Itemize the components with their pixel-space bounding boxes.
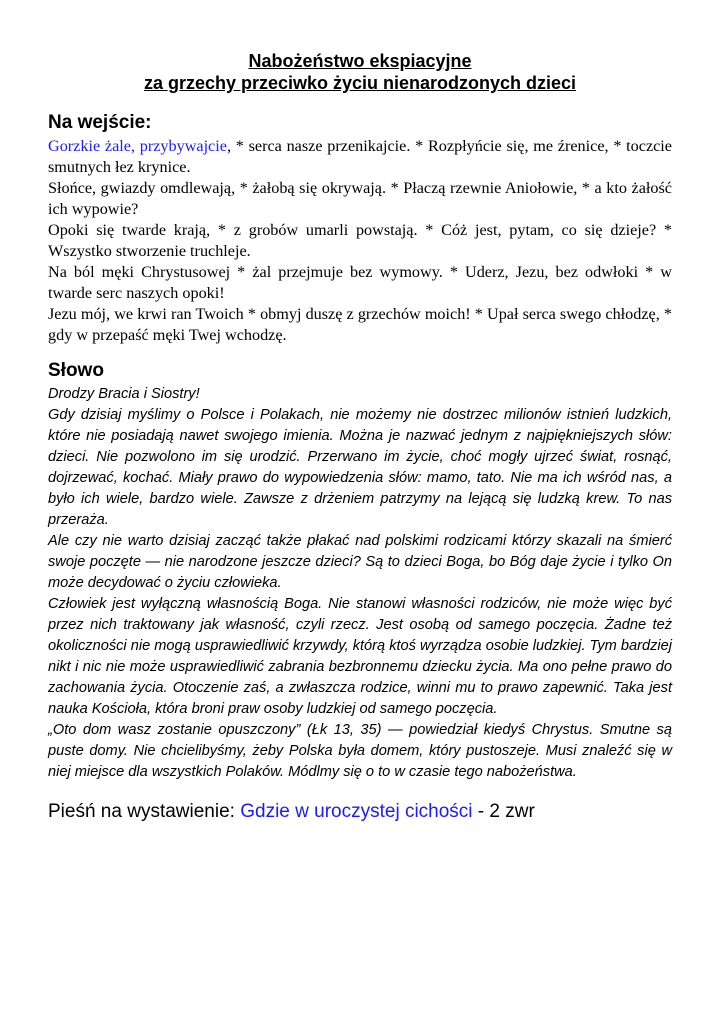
- hymn-verse-3: Opoki się twarde krają, * z grobów umarli powstają. * Cóż jest, pytam, co się dzieje? * Wszystko stworzenie truchleje.: [48, 221, 672, 260]
- sermon-paragraph-3: Człowiek jest wyłączną własnością Boga. Nie stanowi własności rodziców, nie może więc być przez nich traktowany jak własność, czyli rzecz. Jest osobą od samego poczęcia. Żadne też okoliczności nie mogą usprawiedliwić krzywdy, którą ktoś wyrządza osobie ludzkiej. Tym bardziej nikt i nic nie może usprawiedliwić zabrania bezbronnemu dziecku życia. Ma ono pełne prawo do zachowania życia. Otoczenie zaś, a zwłaszcza rodzice, winni mu to prawo zapewnić. Taka jest nauka Kościoła, która broni praw osoby ludzkiej od samego poczęcia.: [48, 596, 672, 717]
- title-line-2: za grzechy przeciwko życiu nienarodzonych dzieci: [143, 73, 577, 93]
- exposition-label: Pieśń na wystawienie:: [48, 801, 241, 822]
- exposition-suffix: - 2 zwr: [472, 801, 535, 822]
- exposition-song-link[interactable]: Gdzie w uroczystej cichości: [240, 801, 473, 822]
- word-heading: Słowo: [48, 360, 104, 381]
- sermon-greeting: Drodzy Bracia i Siostry!: [48, 386, 200, 402]
- document-title: [48, 50, 672, 94]
- sermon-paragraph-4: „Oto dom wasz zostanie opuszczony” (Łk 13, 35) — powiedział kiedyś Chrystus. Smutne są puste domy. Nie chcielibyśmy, żeby Polska była domem, który pustoszeje. Musi znaleźć się w niej miejsce dla wszystkich Polaków. Módlmy się o to w czasie tego nabożeństwa.: [48, 722, 672, 780]
- sermon-paragraph-2: Ale czy nie warto dzisiaj zacząć także płakać nad polskimi rodzicami którzy skazali na śmierć swoje poczęte — nie narodzone jeszcze dzieci? Są to dzieci Boga, bo Bóg daje życie i tylko On może decydować o życiu człowieka.: [48, 533, 672, 591]
- hymn-verse-1-text: , * serca nasze przenikajcie. * Rozpłyńcie się, me źrenice, * toczcie smutnych łez krynice.: [48, 137, 672, 176]
- sermon-text: [48, 384, 672, 783]
- entrance-hymn: [48, 136, 672, 346]
- hymn-verse-5: Jezu mój, we krwi ran Twoich * obmyj duszę z grzechów moich! * Upał serca swego chłodzę, * gdy w przepaść męki Twej wchodzę.: [48, 305, 672, 344]
- hymn-verse-2: Słońce, gwiazdy omdlewają, * żałobą się okrywają. * Płaczą rzewnie Aniołowie, * a kto żałość ich wypowie?: [48, 179, 672, 218]
- hymn-verse-4: Na ból męki Chrystusowej * żal przejmuje bez wymowy. * Uderz, Jezu, bez odwłoki * w twarde serc naszych opoki!: [48, 263, 672, 302]
- entrance-heading: Na wejście:: [48, 112, 152, 133]
- sermon-paragraph-1: Gdy dzisiaj myślimy o Polsce i Polakach, nie możemy nie dostrzec milionów istnień ludzkich, które nie posiadają nawet swojego imienia. Można je nazwać jednym z najpiękniejszych słów: dzieci. Nie pozwolono im się urodzić. Przerwano im życie, choć mogły ujrzeć świat, rosnąć, dojrzewać, kochać. Miały prawo do wypowiedzenia słów: mamo, tato. Nie ma ich wśród nas, a było ich wiele, bardzo wiele. Zawsze z drżeniem patrzymy na lejącą się ludzką krew. To nas przeraża.: [48, 407, 672, 528]
- title-line-1: Nabożeństwo ekspiacyjne: [248, 51, 472, 71]
- exposition-song-line: [48, 801, 672, 823]
- hymn-verse-1: [48, 136, 672, 178]
- hymn-title-link[interactable]: Gorzkie żale, przybywajcie: [48, 137, 227, 155]
- document-page: [48, 50, 672, 823]
